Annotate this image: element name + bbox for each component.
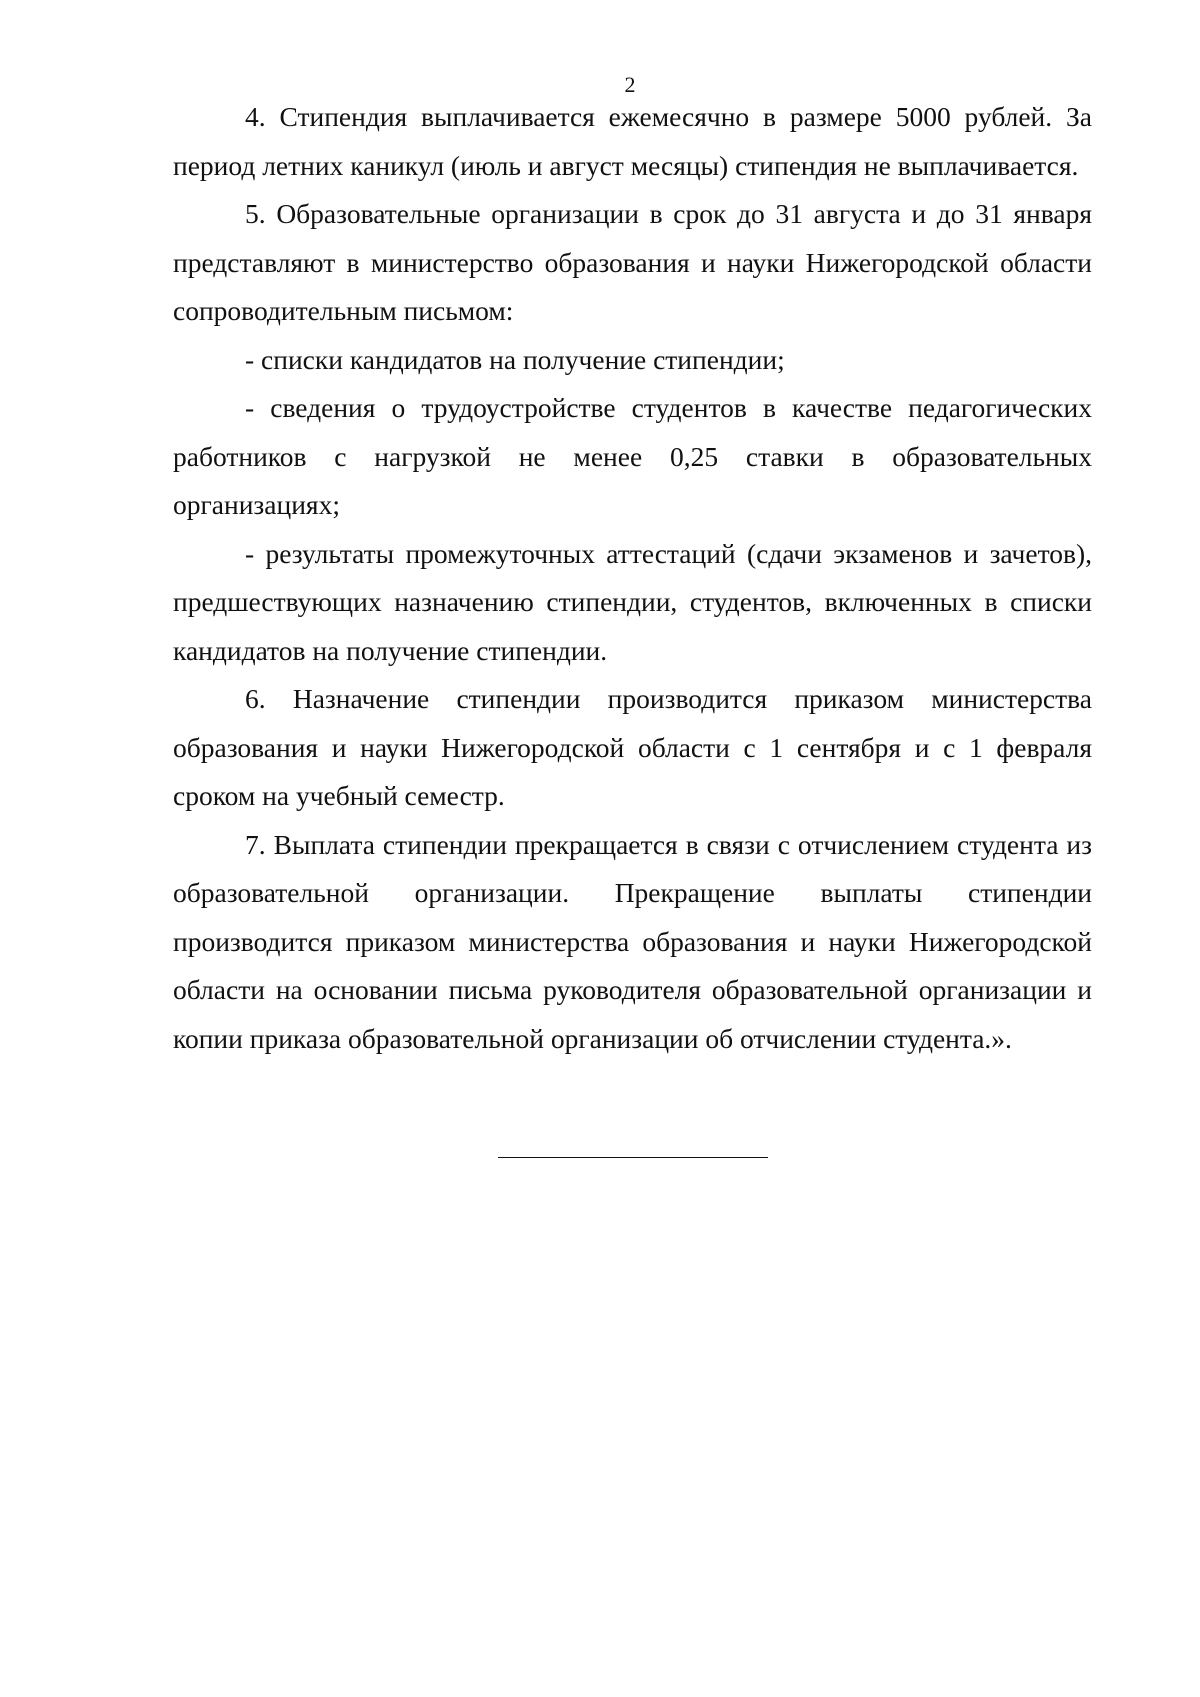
paragraph-item-4: 4. Стипендия выплачивается ежемесячно в размере 5000 рублей. За период летних каникул (июль и август месяцы) стипендия не выплачивается. <box>173 101 1092 181</box>
paragraph-item-6: 6. Назначение стипендии производится приказом министерства образования и науки Нижегородской области с 1 сентября и с 1 февраля сроком на учебный семестр. <box>173 683 1092 811</box>
list-item-employment: - сведения о трудоустройстве студентов в качестве педагогических работников с нагрузкой не менее 0,25 ставки в образовательных организациях; <box>173 392 1092 520</box>
end-of-document-rule <box>498 1157 768 1158</box>
document-body <box>173 93 1092 1063</box>
paragraph-item-5: 5. Образовательные организации в срок до 31 августа и до 31 января представляют в министерство образования и науки Нижегородской области сопроводительным письмом: <box>173 198 1092 326</box>
list-item-candidates: - списки кандидатов на получение стипендии; <box>245 343 785 375</box>
paragraph-item-7: 7. Выплата стипендии прекращается в связи с отчислением студента из образовательной организации. Прекращение выплаты стипендии производится приказом министерства образования и науки Нижегородской области на основании письма руководителя образовательной организации и копии приказа образовательной организации об отчислении студента.». <box>173 828 1092 1054</box>
list-item-attestation: - результаты промежуточных аттестаций (сдачи экзаменов и зачетов), предшествующих назначению стипендии, студентов, включенных в списки кандидатов на получение стипендии. <box>173 537 1092 666</box>
page-number: 2 <box>624 72 636 97</box>
